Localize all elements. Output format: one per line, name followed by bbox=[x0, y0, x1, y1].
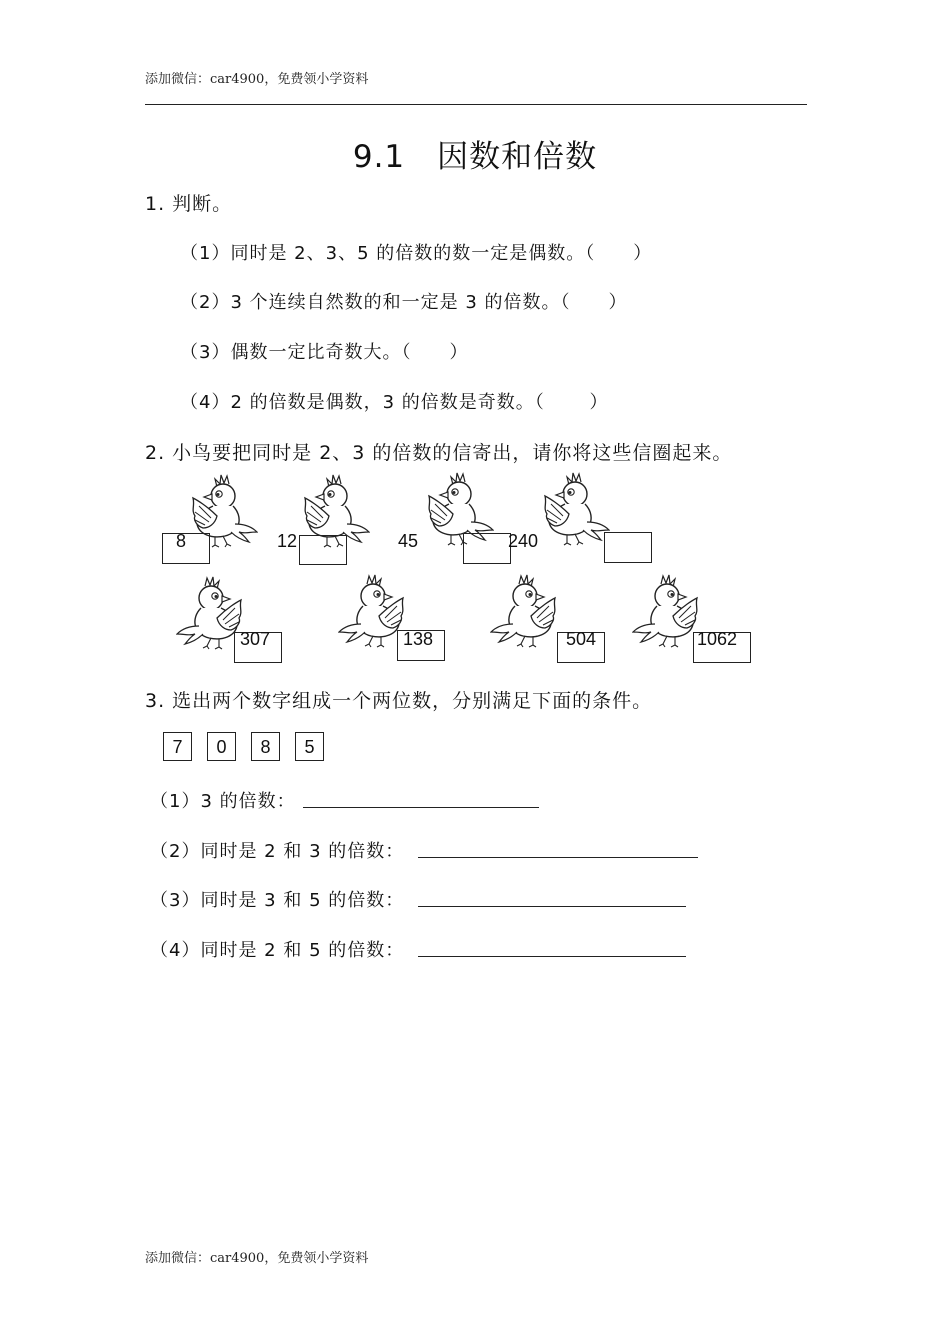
answer-line-1[interactable] bbox=[303, 807, 539, 808]
answer-line-4[interactable] bbox=[418, 956, 686, 957]
header-divider bbox=[145, 104, 807, 105]
q1-item-4: （4）2 的倍数是偶数，3 的倍数是奇数。（ ） bbox=[180, 392, 609, 413]
q3-item-1: （1）3 的倍数： bbox=[150, 791, 296, 812]
footer-watermark: 添加微信：car4900，免费领小学资料 bbox=[145, 1251, 369, 1266]
digit-card: 8 bbox=[251, 732, 280, 761]
q1-heading: 1. 判断。 bbox=[145, 193, 233, 215]
q1-item-2: （2）3 个连续自然数的和一定是 3 的倍数。（ ） bbox=[180, 292, 628, 313]
header-watermark: 添加微信：car4900，免费领小学资料 bbox=[145, 72, 369, 87]
letter-number: 307 bbox=[240, 629, 271, 649]
letter-number: 45 bbox=[398, 531, 419, 551]
q3-item-4: （4）同时是 2 和 5 的倍数： bbox=[150, 940, 405, 961]
digit-card: 0 bbox=[207, 732, 236, 761]
answer-line-3[interactable] bbox=[418, 906, 686, 907]
bird-icon bbox=[632, 574, 702, 648]
q2-heading: 2. 小鸟要把同时是 2、3 的倍数的信寄出，请你将这些信圈起来。 bbox=[145, 442, 733, 464]
letter-number: 138 bbox=[403, 629, 434, 649]
q3-heading: 3. 选出两个数字组成一个两位数，分别满足下面的条件。 bbox=[145, 690, 653, 712]
letter-number: 504 bbox=[566, 629, 597, 649]
letter-number: 240 bbox=[508, 531, 539, 551]
letter-box-45[interactable] bbox=[463, 533, 511, 564]
digit-card: 5 bbox=[295, 732, 324, 761]
q1-item-3: （3）偶数一定比奇数大。（ ） bbox=[180, 342, 469, 363]
page-title: 9.1 因数和倍数 bbox=[352, 139, 598, 175]
answer-line-2[interactable] bbox=[418, 857, 698, 858]
q3-item-2: （2）同时是 2 和 3 的倍数： bbox=[150, 841, 405, 862]
letter-box-12[interactable] bbox=[299, 535, 347, 565]
bird-icon bbox=[540, 472, 610, 546]
q1-item-1: （1）同时是 2、3、5 的倍数的数一定是偶数。（ ） bbox=[180, 243, 653, 264]
digit-card: 7 bbox=[163, 732, 192, 761]
letter-number: 12 bbox=[277, 531, 298, 551]
q3-item-3: （3）同时是 3 和 5 的倍数： bbox=[150, 890, 405, 911]
letter-number: 1062 bbox=[697, 629, 738, 649]
letter-box-240[interactable] bbox=[604, 532, 652, 563]
letter-number: 8 bbox=[176, 531, 187, 551]
bird-icon bbox=[490, 574, 560, 648]
